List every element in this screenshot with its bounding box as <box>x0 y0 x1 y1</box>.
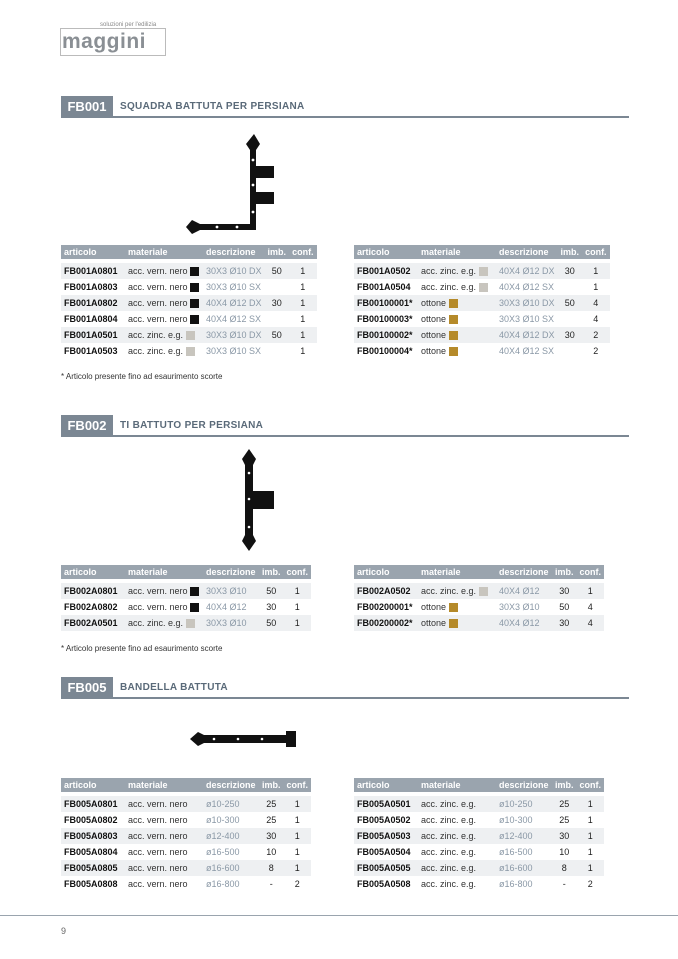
imb-cell: - <box>269 879 273 889</box>
description-cell: ø10-250 <box>203 796 259 812</box>
imb-cell: 50 <box>259 615 284 631</box>
conf-cell: 1 <box>294 602 300 612</box>
material-label: acc. zinc. e.g. <box>421 281 477 292</box>
article-code: FB002A0801 <box>61 583 125 599</box>
imb-cell: 8 <box>552 860 577 876</box>
col-materiale: materiale <box>125 245 203 259</box>
material-label: acc. zinc. e.g. <box>421 863 477 873</box>
table-row <box>354 599 604 615</box>
imb-cell <box>265 279 290 295</box>
material-label: acc. zinc. e.g. <box>128 329 184 340</box>
article-code: FB001A0802 <box>61 295 125 311</box>
description-cell: 30X3 Ø10 <box>203 583 259 599</box>
table-fb001-right <box>354 245 610 359</box>
description-cell: 30X3 Ø10 <box>499 602 540 612</box>
article-code: FB005A0802 <box>64 815 118 825</box>
article-code: FB005A0501 <box>354 796 418 812</box>
description-cell: 30X3 Ø10 DX <box>496 295 558 311</box>
conf-cell: 1 <box>289 295 317 311</box>
section-header-fb005 <box>61 677 629 699</box>
description-cell: 40X4 Ø12 SX <box>206 314 262 324</box>
material-cell <box>418 279 496 295</box>
material-swatch <box>190 299 199 308</box>
corner-hinge-image <box>182 130 282 234</box>
imb-cell: - <box>562 879 566 889</box>
material-label: acc. zinc. e.g. <box>421 879 477 889</box>
article-code: FB001A0803 <box>64 282 118 292</box>
material-cell <box>418 263 496 279</box>
imb-cell: 50 <box>559 602 570 612</box>
description-cell: 40X4 Ø12 DX <box>496 263 558 279</box>
t-hinge-image <box>236 447 278 553</box>
conf-cell: 2 <box>593 346 599 356</box>
material-label: ottone <box>421 329 447 340</box>
imb-cell: 10 <box>559 847 570 857</box>
conf-cell: 4 <box>587 602 593 612</box>
article-code: FB001A0503 <box>64 346 118 356</box>
table-row <box>61 812 311 828</box>
description-cell: 30X3 Ø10 SX <box>206 346 262 356</box>
col-imb: imb. <box>558 245 583 259</box>
article-code: FB005A0803 <box>61 828 125 844</box>
table-row <box>61 796 311 812</box>
conf-cell: 1 <box>284 860 312 876</box>
article-code: FB005A0502 <box>357 815 411 825</box>
article-code: FB005A0808 <box>64 879 118 889</box>
imb-cell: 30 <box>558 263 583 279</box>
material-swatch <box>186 331 195 340</box>
table-header <box>354 245 610 259</box>
material-swatch <box>190 603 199 612</box>
table-header <box>354 565 604 579</box>
material-swatch <box>479 267 488 276</box>
table-row <box>61 343 317 359</box>
article-code: FB00200002* <box>354 615 418 631</box>
description-cell: ø10-250 <box>496 796 552 812</box>
material-label: acc. vern. nero <box>128 799 188 809</box>
description-cell: 30X3 Ø10 SX <box>206 282 262 292</box>
material-cell <box>418 844 496 860</box>
col-materiale: materiale <box>125 565 203 579</box>
table-header <box>61 245 317 259</box>
material-label: acc. zinc. e.g. <box>421 265 477 276</box>
article-code: FB001A0801 <box>61 263 125 279</box>
material-cell <box>125 615 203 631</box>
brand-tagline: soluzioni per l'edilizia <box>100 22 157 28</box>
conf-cell: 2 <box>294 879 300 889</box>
material-label: acc. zinc. e.g. <box>128 617 184 628</box>
material-cell <box>125 343 203 359</box>
imb-cell: 30 <box>558 327 583 343</box>
table-row <box>61 327 317 343</box>
material-swatch <box>449 331 458 340</box>
table-row <box>61 311 317 327</box>
strap-hinge-image <box>188 728 300 750</box>
material-cell <box>418 812 496 828</box>
conf-cell: 1 <box>289 327 317 343</box>
section-code: FB001 <box>61 96 113 118</box>
conf-cell: 4 <box>593 314 599 324</box>
article-code: FB001A0502 <box>354 263 418 279</box>
material-cell <box>125 876 203 892</box>
conf-cell: 1 <box>577 860 605 876</box>
imb-cell: 50 <box>265 263 290 279</box>
material-cell <box>125 796 203 812</box>
material-label: ottone <box>421 617 447 628</box>
article-code: FB00100002* <box>354 327 418 343</box>
table-row <box>61 295 317 311</box>
table-fb002-left <box>61 565 311 631</box>
imb-cell: 50 <box>558 295 583 311</box>
table-row <box>61 828 311 844</box>
col-imb: imb. <box>259 778 284 792</box>
description-cell: 40X4 Ø12 <box>496 583 552 599</box>
material-cell <box>125 327 203 343</box>
material-label: acc. vern. nero <box>128 281 188 292</box>
description-cell: ø12-400 <box>496 828 552 844</box>
col-descrizione: descrizione <box>203 778 259 792</box>
material-cell <box>418 311 496 327</box>
material-cell <box>125 311 203 327</box>
article-code: FB005A0503 <box>354 828 418 844</box>
material-swatch <box>449 347 458 356</box>
imb-cell: 50 <box>265 327 290 343</box>
conf-cell: 1 <box>300 346 306 356</box>
imb-cell: 25 <box>559 815 570 825</box>
conf-cell: 2 <box>587 879 593 889</box>
article-code: FB005A0505 <box>354 860 418 876</box>
material-swatch <box>479 283 488 292</box>
table-row <box>354 343 610 359</box>
table-row <box>354 796 604 812</box>
col-conf: conf. <box>582 245 610 259</box>
material-swatch <box>479 587 488 596</box>
section-header-fb002 <box>61 415 629 437</box>
conf-cell: 1 <box>593 282 599 292</box>
section-title: SQUADRA BATTUTA PER PERSIANA <box>120 101 305 112</box>
col-materiale: materiale <box>418 245 496 259</box>
imb-cell: 50 <box>259 583 284 599</box>
col-materiale: materiale <box>418 778 496 792</box>
description-cell: ø10-300 <box>499 815 533 825</box>
material-cell <box>125 583 203 599</box>
material-label: acc. vern. nero <box>128 863 188 873</box>
imb-cell <box>265 343 290 359</box>
material-label: acc. zinc. e.g. <box>421 847 477 857</box>
table-row <box>61 615 311 631</box>
col-imb: imb. <box>552 778 577 792</box>
imb-cell <box>558 311 583 327</box>
article-code: FB005A0508 <box>357 879 411 889</box>
material-cell <box>125 828 203 844</box>
col-descrizione: descrizione <box>203 565 259 579</box>
table-header <box>61 778 311 792</box>
table-row <box>354 327 610 343</box>
description-cell: ø16-600 <box>496 860 552 876</box>
material-label: acc. vern. nero <box>128 265 188 276</box>
conf-cell: 1 <box>577 796 605 812</box>
section-rule <box>113 116 629 118</box>
brand-logo: maggini <box>62 30 147 53</box>
table-row <box>61 263 317 279</box>
article-code: FB005A0801 <box>61 796 125 812</box>
table-fb005-left <box>61 778 311 892</box>
table-fb005-right <box>354 778 604 892</box>
col-conf: conf. <box>284 565 312 579</box>
description-cell: 30X3 Ø10 DX <box>203 263 265 279</box>
table-row <box>61 279 317 295</box>
imb-cell: 25 <box>266 815 277 825</box>
material-label: acc. vern. nero <box>128 847 188 857</box>
section-rule <box>113 435 629 437</box>
table-fb002-right <box>354 565 604 631</box>
table-row <box>61 844 311 860</box>
imb-cell: 8 <box>259 860 284 876</box>
material-label: acc. zinc. e.g. <box>128 345 184 356</box>
col-articolo: articolo <box>61 565 125 579</box>
material-label: acc. vern. nero <box>128 313 188 324</box>
material-swatch <box>449 315 458 324</box>
table-row <box>354 876 604 892</box>
material-swatch <box>449 603 458 612</box>
description-cell: 30X3 Ø10 SX <box>499 314 555 324</box>
description-cell: 40X4 Ø12 DX <box>203 295 265 311</box>
table-row <box>354 828 604 844</box>
material-swatch <box>449 619 458 628</box>
description-cell: ø16-800 <box>499 879 533 889</box>
col-conf: conf. <box>289 245 317 259</box>
material-label: acc. vern. nero <box>128 585 188 596</box>
conf-cell: 1 <box>587 815 593 825</box>
description-cell: 40X4 Ø12 <box>206 602 247 612</box>
imb-cell: 10 <box>266 847 277 857</box>
material-cell <box>418 343 496 359</box>
table-row <box>354 583 604 599</box>
material-swatch <box>190 267 199 276</box>
material-cell <box>418 295 496 311</box>
material-cell <box>418 583 496 599</box>
section-title: BANDELLA BATTUTA <box>120 682 228 693</box>
section-code: FB002 <box>61 415 113 437</box>
article-code: FB002A0501 <box>61 615 125 631</box>
article-code: FB00100001* <box>354 295 418 311</box>
article-code: FB00200001* <box>357 602 413 612</box>
section-title: TI BATTUTO PER PERSIANA <box>120 420 264 431</box>
material-cell <box>125 844 203 860</box>
stock-note: * Articolo presente fino ad esaurimento scorte <box>61 644 223 653</box>
col-conf: conf. <box>577 565 605 579</box>
material-cell <box>125 263 203 279</box>
description-cell: 40X4 Ø12 SX <box>499 346 555 356</box>
material-label: acc. vern. nero <box>128 297 188 308</box>
material-label: acc. vern. nero <box>128 815 188 825</box>
material-swatch <box>449 299 458 308</box>
conf-cell: 1 <box>300 282 306 292</box>
table-header <box>61 565 311 579</box>
col-descrizione: descrizione <box>496 778 552 792</box>
footer-rule <box>0 915 678 916</box>
material-cell <box>125 812 203 828</box>
conf-cell: 1 <box>284 796 312 812</box>
material-label: acc. vern. nero <box>128 831 188 841</box>
description-cell: ø16-500 <box>499 847 533 857</box>
material-label: acc. zinc. e.g. <box>421 585 477 596</box>
page-number: 9 <box>61 926 67 936</box>
article-code: FB001A0804 <box>64 314 118 324</box>
section-header-fb001 <box>61 96 629 118</box>
col-conf: conf. <box>577 778 605 792</box>
col-descrizione: descrizione <box>203 245 265 259</box>
description-cell: 40X4 Ø12 DX <box>496 327 558 343</box>
article-code: FB001A0504 <box>357 282 411 292</box>
description-cell: 30X3 Ø10 <box>203 615 259 631</box>
imb-cell: 30 <box>259 828 284 844</box>
section-code: FB005 <box>61 677 113 699</box>
col-imb: imb. <box>552 565 577 579</box>
material-label: ottone <box>421 297 447 308</box>
material-cell <box>418 860 496 876</box>
table-row <box>354 844 604 860</box>
description-cell: 40X4 Ø12 <box>496 615 552 631</box>
conf-cell: 1 <box>284 828 312 844</box>
table-row <box>354 279 610 295</box>
material-label: acc. zinc. e.g. <box>421 831 477 841</box>
table-row <box>354 812 604 828</box>
imb-cell <box>265 311 290 327</box>
conf-cell: 1 <box>587 847 593 857</box>
imb-cell: 30 <box>265 295 290 311</box>
conf-cell: 1 <box>582 263 610 279</box>
description-cell: 30X3 Ø10 DX <box>203 327 265 343</box>
col-articolo: articolo <box>354 778 418 792</box>
article-code: FB002A0502 <box>354 583 418 599</box>
material-label: acc. vern. nero <box>128 601 188 612</box>
material-label: ottone <box>421 345 447 356</box>
imb-cell: 30 <box>552 828 577 844</box>
table-row <box>354 615 604 631</box>
article-code: FB005A0804 <box>64 847 118 857</box>
table-row <box>61 860 311 876</box>
article-code: FB002A0802 <box>64 602 118 612</box>
table-row <box>61 876 311 892</box>
imb-cell <box>558 343 583 359</box>
conf-cell: 1 <box>289 263 317 279</box>
material-cell <box>418 615 496 631</box>
conf-cell: 1 <box>300 314 306 324</box>
table-row <box>354 311 610 327</box>
imb-cell: 25 <box>552 796 577 812</box>
col-articolo: articolo <box>354 245 418 259</box>
material-cell <box>418 828 496 844</box>
table-row <box>61 583 311 599</box>
conf-cell: 4 <box>577 615 605 631</box>
material-label: ottone <box>421 313 447 324</box>
material-swatch <box>190 283 199 292</box>
col-articolo: articolo <box>61 245 125 259</box>
description-cell: ø16-800 <box>206 879 240 889</box>
material-swatch <box>190 587 199 596</box>
material-label: acc. vern. nero <box>128 879 188 889</box>
conf-cell: 1 <box>577 828 605 844</box>
material-cell <box>418 876 496 892</box>
stock-note: * Articolo presente fino ad esaurimento scorte <box>61 372 223 381</box>
material-swatch <box>186 619 195 628</box>
material-cell <box>125 860 203 876</box>
imb-cell: 30 <box>552 615 577 631</box>
col-descrizione: descrizione <box>496 565 552 579</box>
material-cell <box>418 796 496 812</box>
material-label: acc. zinc. e.g. <box>421 799 477 809</box>
article-code: FB00100004* <box>357 346 413 356</box>
article-code: FB005A0805 <box>61 860 125 876</box>
col-imb: imb. <box>265 245 290 259</box>
conf-cell: 4 <box>582 295 610 311</box>
table-row <box>354 860 604 876</box>
material-swatch <box>190 315 199 324</box>
col-materiale: materiale <box>418 565 496 579</box>
col-conf: conf. <box>284 778 312 792</box>
description-cell: ø12-400 <box>203 828 259 844</box>
material-cell <box>125 295 203 311</box>
article-code: FB005A0504 <box>357 847 411 857</box>
table-fb001-left <box>61 245 317 359</box>
table-row <box>354 263 610 279</box>
description-cell: ø16-500 <box>206 847 240 857</box>
col-articolo: articolo <box>354 565 418 579</box>
description-cell: ø10-300 <box>206 815 240 825</box>
conf-cell: 1 <box>294 815 300 825</box>
article-code: FB001A0501 <box>61 327 125 343</box>
imb-cell <box>558 279 583 295</box>
conf-cell: 2 <box>582 327 610 343</box>
col-articolo: articolo <box>61 778 125 792</box>
conf-cell: 1 <box>294 847 300 857</box>
material-cell <box>125 279 203 295</box>
material-cell <box>125 599 203 615</box>
material-cell <box>418 599 496 615</box>
material-label: acc. zinc. e.g. <box>421 815 477 825</box>
col-materiale: materiale <box>125 778 203 792</box>
table-row <box>354 295 610 311</box>
description-cell: ø16-600 <box>203 860 259 876</box>
material-cell <box>418 327 496 343</box>
section-rule <box>113 697 629 699</box>
conf-cell: 1 <box>284 583 312 599</box>
material-swatch <box>186 347 195 356</box>
conf-cell: 1 <box>284 615 312 631</box>
table-row <box>61 599 311 615</box>
imb-cell: 25 <box>259 796 284 812</box>
article-code: FB00100003* <box>357 314 413 324</box>
material-label: ottone <box>421 601 447 612</box>
table-header <box>354 778 604 792</box>
col-imb: imb. <box>259 565 284 579</box>
conf-cell: 1 <box>577 583 605 599</box>
col-descrizione: descrizione <box>496 245 558 259</box>
imb-cell: 30 <box>266 602 277 612</box>
imb-cell: 30 <box>552 583 577 599</box>
description-cell: 40X4 Ø12 SX <box>499 282 555 292</box>
